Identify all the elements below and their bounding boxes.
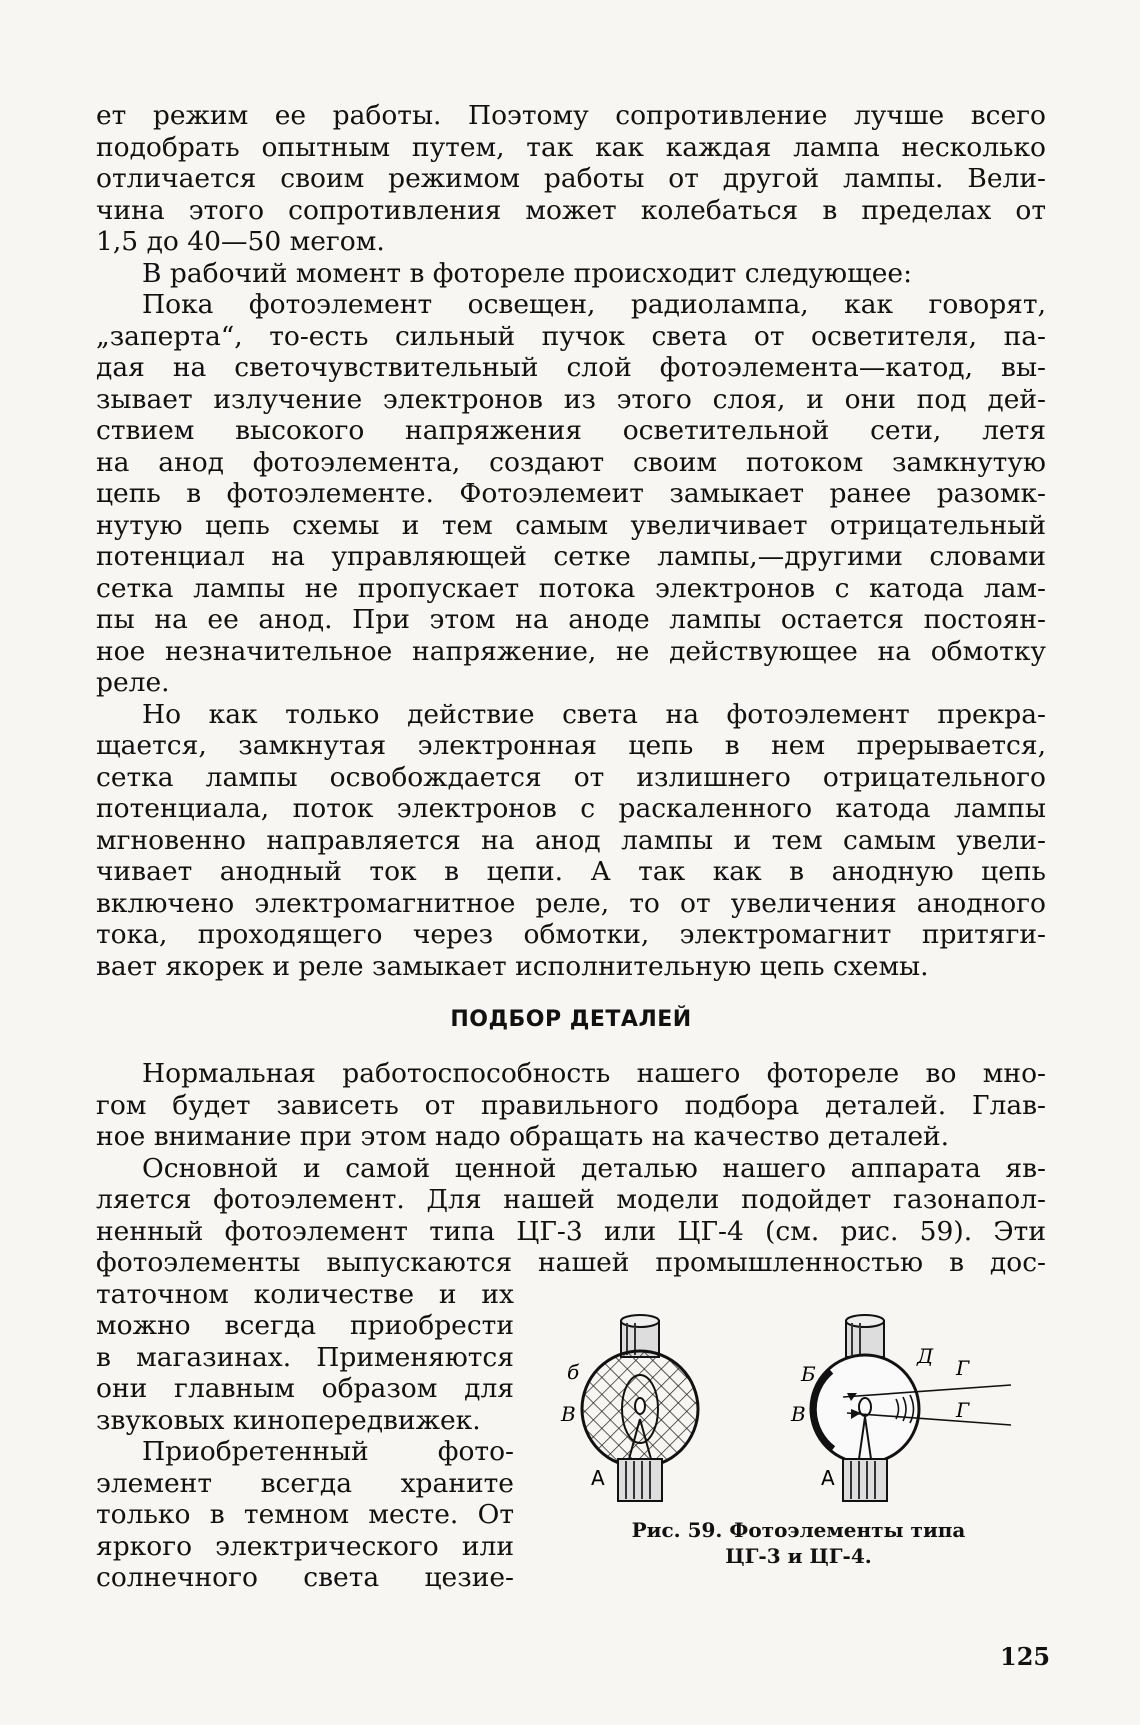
paragraph-6 bbox=[96, 1153, 1046, 1279]
text-line: в магазинах. Применяются bbox=[96, 1341, 514, 1373]
text-line: только в темном месте. От bbox=[96, 1499, 514, 1530]
photocell-cg3 bbox=[560, 1315, 698, 1501]
text-line: вает якорек и реле замыкает исполнительную цепь схемы. bbox=[96, 950, 929, 982]
text-line: звуковых кинопередвижек. bbox=[96, 1404, 481, 1436]
label-b: б bbox=[567, 1359, 580, 1384]
text-line: чивает анодный ток в цепи. А так как в анодную цепь bbox=[96, 856, 1046, 887]
text-line: мгновенно направляется на анод лампы и тем самым увели- bbox=[96, 824, 1046, 856]
text-line: гом будет зависеть от правильного подбора деталей. Глав- bbox=[96, 1089, 1046, 1121]
label-d: Д bbox=[917, 1343, 934, 1368]
text-line: реле. bbox=[96, 667, 170, 698]
paragraph-4 bbox=[96, 699, 1046, 983]
narrow-column bbox=[96, 1279, 514, 1594]
text-line: Основной и самой ценной деталью нашего аппарата яв- bbox=[142, 1152, 1046, 1184]
text-line: потенциала, поток электронов с раскаленного катода лампы bbox=[96, 793, 1046, 824]
text-line: щается, замкнутая электронная цепь в нем прерывается, bbox=[96, 730, 1046, 761]
text-line: солнечного света цезие- bbox=[96, 1562, 514, 1593]
text-line: тока, проходящего через обмотки, электромагнит притяги- bbox=[96, 919, 1046, 950]
text-line: Но как только действие света на фотоэлемент прекра- bbox=[142, 698, 1046, 730]
text-line: ное незначительное напряжение, не действующее на обмотку bbox=[96, 635, 1046, 667]
label-v: В bbox=[791, 1401, 806, 1426]
label-b: Б bbox=[801, 1361, 816, 1386]
text-line: чина этого сопротивления может колебаться в пределах от bbox=[96, 194, 1046, 226]
paragraph-2 bbox=[96, 258, 1046, 290]
text-line: дая на светочувствительный слой фотоэлемента—катод, вы- bbox=[96, 352, 1046, 383]
caption-line: Рис. 59. Фотоэлементы типа bbox=[631, 1517, 966, 1542]
text-line: яркого электрического или bbox=[96, 1530, 514, 1562]
text-line: ненный фотоэлемент типа ЦГ-3 или ЦГ-4 (см. рис. 59). Эти bbox=[96, 1215, 1046, 1247]
text-line: зывает излучение электронов из этого слоя, и они под дей- bbox=[96, 383, 1046, 415]
paragraph-5 bbox=[96, 1058, 1046, 1153]
text-line: сетка лампы не пропускает потока электронов с катода лам- bbox=[96, 572, 1046, 604]
text-line: элемент всегда храните bbox=[96, 1467, 514, 1499]
label-g1: Г bbox=[956, 1355, 970, 1380]
text-line: ляется фотоэлемент. Для нашей модели подойдет газонапол- bbox=[96, 1184, 1046, 1215]
text-line: цепь в фотоэлементе. Фотоэлемеит замыкает ранее разомк- bbox=[96, 478, 1046, 509]
text-line: фотоэлементы выпускаются нашей промышленностью в дос- bbox=[96, 1247, 1046, 1278]
caption-line: ЦГ-3 и ЦГ-4. bbox=[725, 1543, 872, 1568]
text-line: ствием высокого напряжения осветительной сети, летя bbox=[96, 415, 1046, 446]
photocell-illustration bbox=[551, 1309, 1046, 1509]
photocell-cg4 bbox=[790, 1315, 1011, 1501]
text-line: таточном количестве и их bbox=[96, 1278, 514, 1310]
label-g2: Г bbox=[956, 1397, 970, 1422]
text-line: отличается своим режимом работы от другой лампы. Вели- bbox=[96, 163, 1046, 194]
text-line: сетка лампы освобождается от излишнего отрицательного bbox=[96, 761, 1046, 793]
text-line: ет режим ее работы. Поэтому сопротивление лучше всего bbox=[96, 100, 1046, 131]
text-line: подобрать опытным путем, так как каждая лампа несколько bbox=[96, 131, 1046, 163]
text-line: включено электромагнитное реле, то от увеличения анодного bbox=[96, 887, 1046, 919]
label-a: А bbox=[821, 1465, 835, 1490]
text-line: потенциал на управляющей сетке лампы,—другими словами bbox=[96, 541, 1046, 572]
text-line: 1,5 до 40—50 мегом. bbox=[96, 226, 385, 257]
figure-59 bbox=[551, 1279, 1046, 1599]
paragraph-1 bbox=[96, 100, 1046, 258]
text-line: Пока фотоэлемент освещен, радиолампа, как говорят, bbox=[142, 289, 1046, 320]
paragraph-3 bbox=[96, 289, 1046, 699]
figure-caption bbox=[551, 1517, 1046, 1569]
page-body bbox=[96, 100, 1046, 1594]
label-a: А bbox=[591, 1465, 605, 1490]
text-line: „заперта“, то-есть сильный пучок света от осветителя, па- bbox=[96, 320, 1046, 352]
text-line: В рабочий момент в фотореле происходит следующее: bbox=[142, 257, 913, 289]
page-number: 125 bbox=[1000, 1642, 1051, 1671]
label-v: В bbox=[561, 1401, 576, 1426]
text-line: Приобретенный фото- bbox=[142, 1436, 514, 1467]
text-line: нутую цепь схемы и тем самым увеличивает отрицательный bbox=[96, 509, 1046, 541]
text-line: ное внимание при этом надо обращать на качество деталей. bbox=[96, 1121, 950, 1152]
section-heading: ПОДБОР ДЕТАЛЕЙ bbox=[450, 1007, 692, 1032]
text-line: пы на ее анод. При этом на аноде лампы остается постоян- bbox=[96, 604, 1046, 635]
text-line: они главным образом для bbox=[96, 1373, 514, 1404]
text-line: Нормальная работоспособность нашего фотореле во мно- bbox=[142, 1058, 1046, 1089]
text-with-figure bbox=[96, 1279, 1046, 1594]
text-line: на анод фотоэлемента, создают своим потоком замкнутую bbox=[96, 446, 1046, 478]
text-line: можно всегда приобрести bbox=[96, 1310, 514, 1341]
